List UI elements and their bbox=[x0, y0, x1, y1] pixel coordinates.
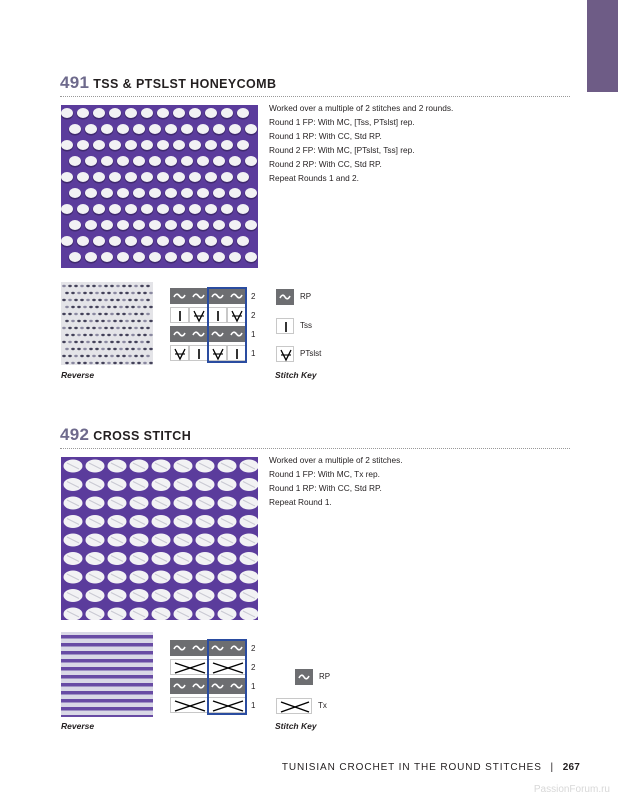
tx-cross-icon bbox=[170, 697, 208, 713]
tss-bar-icon bbox=[170, 307, 189, 323]
swatch-492-photo bbox=[61, 457, 258, 620]
rp-tilde-icon bbox=[170, 678, 189, 694]
reverse-caption: Reverse bbox=[61, 721, 95, 731]
ptslst-v-icon bbox=[170, 345, 189, 361]
row-number: 1 bbox=[251, 682, 256, 691]
instruction-line: Round 2 RP: With CC, Std RP. bbox=[269, 159, 382, 169]
key-label: PTslst bbox=[300, 349, 322, 358]
rp-tilde-icon bbox=[276, 289, 294, 305]
pattern-number: 492 bbox=[60, 425, 90, 444]
page-footer bbox=[282, 762, 580, 773]
pattern-title: CROSS STITCH bbox=[93, 429, 192, 443]
row-number: 2 bbox=[251, 311, 256, 320]
row-number: 2 bbox=[251, 292, 256, 301]
pattern-number: 491 bbox=[60, 73, 90, 92]
instruction-line: Round 1 FP: With MC, Tx rep. bbox=[269, 469, 380, 479]
page-number: 267 bbox=[562, 762, 580, 773]
stitch-key-caption: Stitch Key bbox=[275, 721, 317, 731]
header-divider bbox=[60, 448, 570, 449]
pattern-492-instructions bbox=[269, 453, 559, 509]
instruction-line: Round 2 FP: With MC, [PTslst, Tss] rep. bbox=[269, 145, 415, 155]
rp-tilde-icon bbox=[170, 326, 189, 342]
ptslst-v-icon bbox=[189, 307, 208, 323]
row-number: 1 bbox=[251, 701, 256, 710]
rp-tilde-icon bbox=[189, 640, 208, 656]
repeat-outline bbox=[207, 639, 247, 715]
chart-492 bbox=[170, 640, 256, 720]
repeat-outline bbox=[207, 287, 247, 363]
instruction-line: Repeat Round 1. bbox=[269, 497, 332, 507]
instruction-line: Round 1 RP: With CC, Std RP. bbox=[269, 483, 382, 493]
tx-cross-icon bbox=[276, 698, 312, 714]
rp-tilde-icon bbox=[189, 678, 208, 694]
pattern-491-instructions bbox=[269, 101, 559, 185]
instruction-line: Round 1 FP: With MC, [Tss, PTslst] rep. bbox=[269, 117, 415, 127]
chart-491 bbox=[170, 288, 256, 368]
rp-tilde-icon bbox=[189, 288, 208, 304]
instruction-line: Worked over a multiple of 2 stitches and 2 rounds. bbox=[269, 103, 454, 113]
ptslst-v-icon bbox=[276, 346, 294, 362]
swatch-491-reverse-photo bbox=[61, 282, 153, 365]
swatch-492-reverse-photo bbox=[61, 632, 153, 717]
key-label: RP bbox=[319, 672, 331, 681]
instruction-line: Worked over a multiple of 2 stitches. bbox=[269, 455, 403, 465]
row-number: 1 bbox=[251, 330, 256, 339]
pattern-title: TSS & PTSLST HONEYCOMB bbox=[93, 77, 277, 91]
footer-section-title: TUNISIAN CROCHET IN THE ROUND STITCHES bbox=[281, 762, 542, 773]
rp-tilde-icon bbox=[170, 288, 189, 304]
swatch-491-photo bbox=[61, 105, 258, 268]
pattern-492-header bbox=[60, 425, 570, 445]
header-divider bbox=[60, 96, 570, 97]
row-number: 1 bbox=[251, 349, 256, 358]
tx-cross-icon bbox=[170, 659, 208, 675]
reverse-caption: Reverse bbox=[61, 370, 95, 380]
instruction-line: Round 1 RP: With CC, Std RP. bbox=[269, 131, 382, 141]
tss-bar-icon bbox=[189, 345, 208, 361]
rp-tilde-icon bbox=[295, 669, 313, 685]
row-number: 2 bbox=[251, 663, 256, 672]
pattern-491-header bbox=[60, 73, 570, 93]
rp-tilde-icon bbox=[170, 640, 189, 656]
key-label: Tx bbox=[318, 701, 327, 710]
watermark: PassionForum.ru bbox=[533, 784, 610, 795]
instruction-line: Repeat Rounds 1 and 2. bbox=[269, 173, 359, 183]
section-color-tab bbox=[587, 0, 618, 92]
key-label: Tss bbox=[300, 321, 312, 330]
stitch-key-caption: Stitch Key bbox=[275, 370, 317, 380]
key-label: RP bbox=[300, 292, 312, 301]
row-number: 2 bbox=[251, 644, 256, 653]
tss-bar-icon bbox=[276, 318, 294, 334]
rp-tilde-icon bbox=[189, 326, 208, 342]
footer-separator: | bbox=[550, 762, 555, 773]
